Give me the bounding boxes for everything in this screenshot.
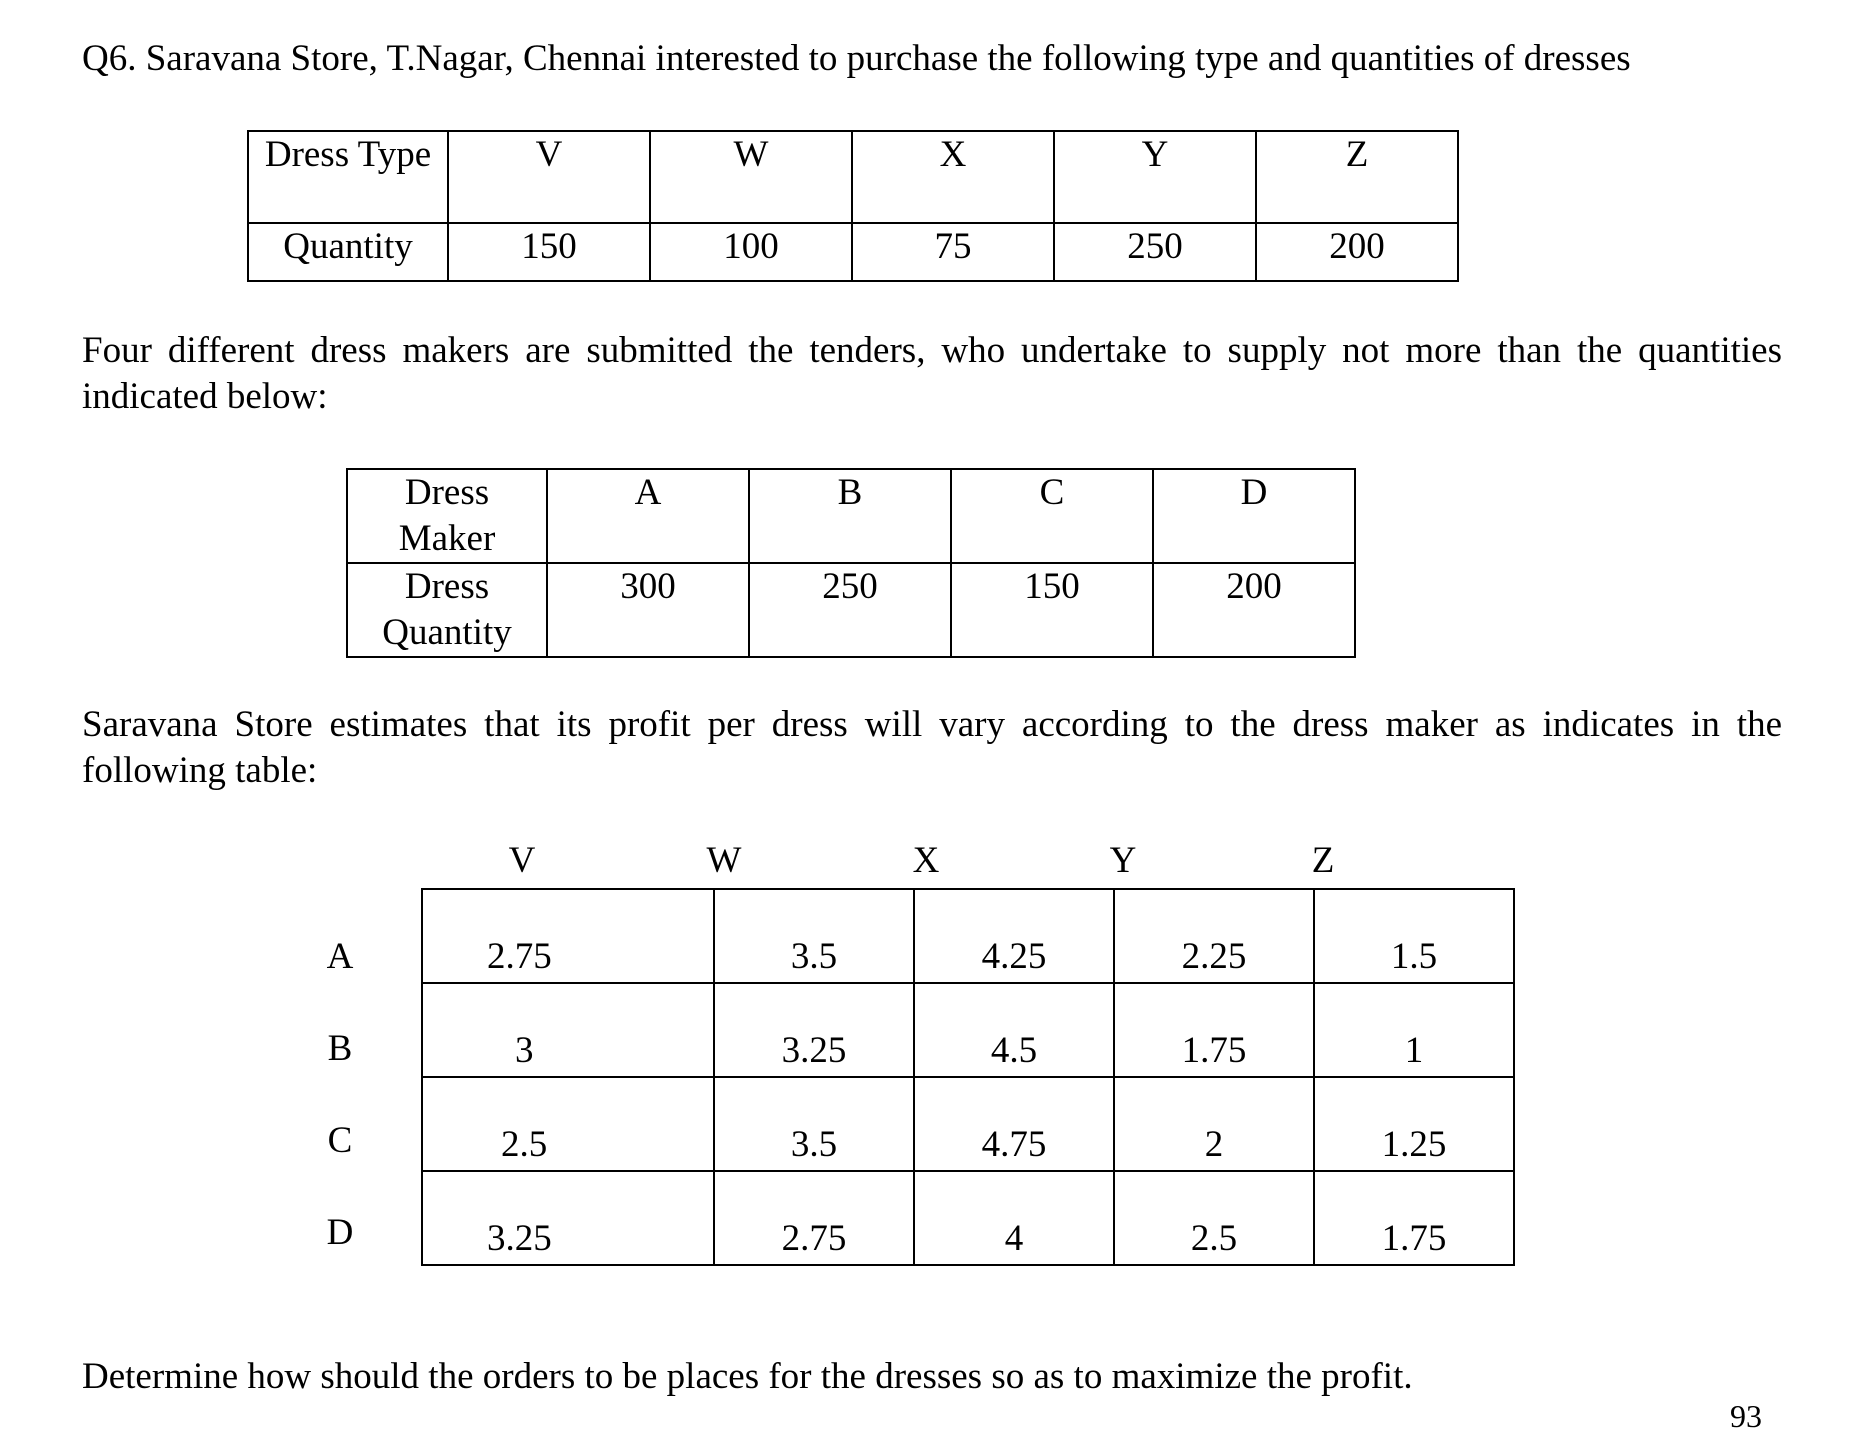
quantity-v: 150 [448,223,650,281]
profit-col-header-z: Z [1311,840,1335,881]
quantity-x: 75 [852,223,1054,281]
closing-question: Determine how should the orders to be places for the dresses so as to maximize the profit. [82,1356,1413,1397]
profit-cell: 2.25 [1114,889,1314,983]
profit-row-label-d: D [326,1212,354,1253]
profit-row-label-c: C [327,1120,353,1161]
dress-quantity-label: Dress Quantity [347,563,547,657]
maker-b-quantity: 250 [749,563,951,657]
profit-cell: 1.25 [1314,1077,1514,1171]
dress-type-v: V [448,131,650,223]
profit-cell: 2.5 [1114,1171,1314,1265]
quantity-z: 200 [1256,223,1458,281]
quantity-label: Quantity [248,223,448,281]
dress-type-z: Z [1256,131,1458,223]
quantity-y: 250 [1054,223,1256,281]
profit-cell: 3.25 [714,983,914,1077]
profit-cell: 4 [914,1171,1114,1265]
profit-row-c [422,1077,1514,1171]
maker-d-quantity: 200 [1153,563,1355,657]
page-number: 93 [1730,1398,1762,1434]
profit-cell: 2.5 [422,1077,714,1171]
profit-cell: 3 [422,983,714,1077]
dress-type-w: W [650,131,852,223]
profit-row-label-a: A [326,936,354,977]
profit-col-header-x: X [912,840,940,881]
tenders-paragraph: Four different dress makers are submitted the tenders, who undertake to supply not more than the quantities indicated below: [82,330,1782,417]
maker-a-quantity: 300 [547,563,749,657]
dress-maker-table [346,468,1356,658]
profit-paragraph: Saravana Store estimates that its profit per dress will vary according to the dress maker as indicates in the following table: [82,704,1782,791]
dress-type-table [247,130,1459,282]
profit-cell: 1.75 [1114,983,1314,1077]
dress-type-label: Dress Type [248,131,448,223]
profit-cell: 1.5 [1314,889,1514,983]
quantity-w: 100 [650,223,852,281]
maker-d: D [1153,469,1355,563]
dress-type-x: X [852,131,1054,223]
profit-cell: 4.75 [914,1077,1114,1171]
maker-a: A [547,469,749,563]
profit-row-label-b: B [327,1028,353,1069]
maker-c: C [951,469,1153,563]
profit-table [421,888,1515,1266]
profit-col-header-w: W [706,840,742,881]
maker-b: B [749,469,951,563]
profit-cell: 3.5 [714,889,914,983]
dress-type-y: Y [1054,131,1256,223]
question-intro: Q6. Saravana Store, T.Nagar, Chennai interested to purchase the following type and quantities of dresses [82,38,1631,79]
dress-maker-label: Dress Maker [347,469,547,563]
profit-cell: 4.5 [914,983,1114,1077]
profit-cell: 1.75 [1314,1171,1514,1265]
maker-c-quantity: 150 [951,563,1153,657]
profit-cell: 2.75 [422,889,714,983]
profit-cell: 1 [1314,983,1514,1077]
profit-row-a [422,889,1514,983]
profit-row-d [422,1171,1514,1265]
profit-cell: 4.25 [914,889,1114,983]
profit-cell: 2.75 [714,1171,914,1265]
profit-col-header-v: V [508,840,536,881]
profit-cell: 3.5 [714,1077,914,1171]
profit-row-b [422,983,1514,1077]
profit-cell: 2 [1114,1077,1314,1171]
profit-col-header-y: Y [1109,840,1137,881]
profit-cell: 3.25 [422,1171,714,1265]
